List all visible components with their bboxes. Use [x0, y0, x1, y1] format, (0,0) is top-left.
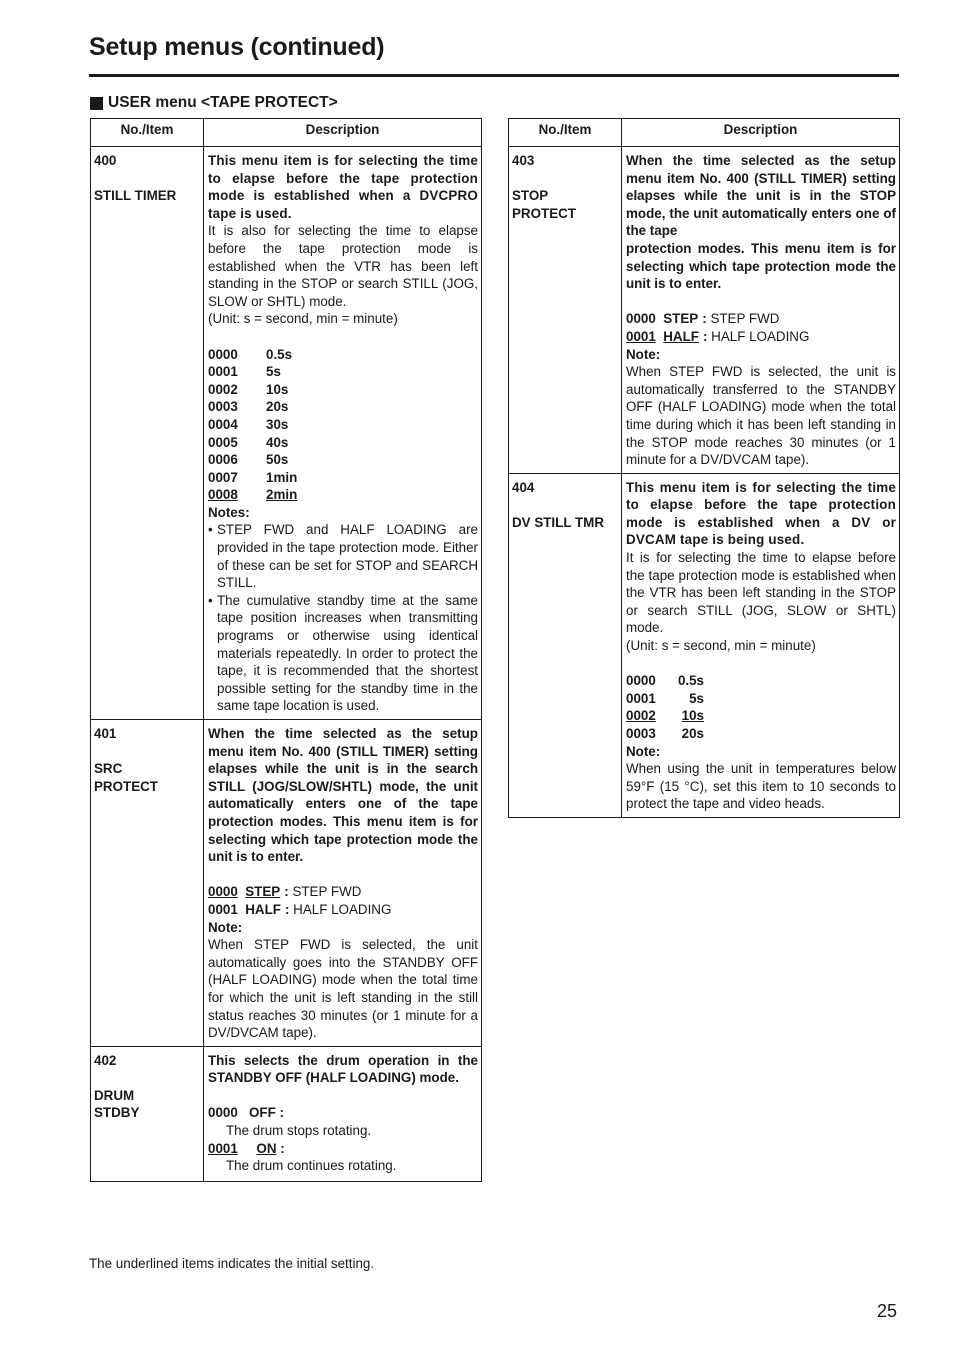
- option-value: 20s: [681, 726, 704, 741]
- left-menu-table: [90, 118, 482, 1182]
- option-code: 0002: [626, 708, 656, 724]
- option-key: HALF: [245, 901, 281, 917]
- item-402-name-line1: DRUM: [94, 1087, 135, 1103]
- table-header-row: [91, 119, 482, 147]
- option-value: 40s: [266, 434, 289, 450]
- title-rule: [89, 74, 899, 77]
- item-401-note-heading: Note:: [208, 919, 243, 935]
- option-code: 0001: [208, 1140, 238, 1156]
- table-row-403: [509, 147, 900, 474]
- option-row: [626, 310, 896, 328]
- table-row-400: [91, 147, 482, 720]
- footnote: The underlined items indicates the initial setting.: [89, 1256, 375, 1271]
- option-code: 0008: [208, 487, 238, 503]
- option-code: 0005: [208, 434, 238, 450]
- section-heading: [90, 94, 338, 112]
- option-row: [208, 434, 478, 452]
- option-code: 0007: [208, 469, 238, 485]
- item-403-name-line2: PROTECT: [512, 205, 576, 221]
- option-value: 30s: [266, 416, 289, 432]
- option-value: 2min: [266, 487, 298, 503]
- option-code: 0001: [208, 901, 238, 917]
- item-400-notes-heading: Notes:: [208, 504, 250, 520]
- option-row-default: [626, 707, 896, 725]
- option-row: [208, 346, 478, 364]
- option-code: 0000: [208, 1105, 238, 1121]
- table-row-401: [91, 720, 482, 1047]
- item-400-number: 400: [94, 153, 117, 168]
- option-key: HALF: [663, 328, 699, 344]
- option-value: STEP FWD: [710, 311, 780, 327]
- item-404-name: DV STILL TMR: [512, 514, 604, 530]
- option-colon: :: [284, 884, 289, 900]
- right-menu-table: [508, 118, 900, 818]
- option-colon: :: [702, 328, 708, 344]
- option-colon: :: [280, 1140, 285, 1156]
- option-value: HALF LOADING: [711, 328, 810, 344]
- item-404-unit: (Unit: s = second, min = minute): [626, 638, 816, 654]
- item-403-note: When STEP FWD is selected, the unit is automatically transferred to the STANDBY OFF (HALF LOADING) mode when the total time during which it has been left standing in the STOP mode reaches 30 minutes (or 1 minute for a DV/DVCAM tape).: [626, 364, 896, 468]
- item-403-name-line1: STOP: [512, 188, 549, 204]
- item-403-description: [622, 147, 900, 474]
- option-value: 0.5s: [677, 673, 704, 689]
- option-code: 0001: [626, 328, 656, 344]
- list-item: • STEP FWD and HALF LOADING are provided in the tape protection mode. Either of these can be set for STOP and SEARCH STILL.: [208, 521, 478, 591]
- item-401-name-line1: SRC: [94, 761, 123, 777]
- item-401-description: [204, 720, 482, 1047]
- item-401-number: 401: [94, 726, 117, 741]
- item-404-body: It is for selecting the time to elapse before the tape protection mode is established when the VTR has been left standing in the STOP or search STILL (JOG, SLOW or SHTL) mode.: [626, 550, 896, 636]
- option-code: 0006: [208, 452, 238, 468]
- option-row: [208, 416, 478, 434]
- item-404-note-heading: Note:: [626, 743, 661, 759]
- header-description: Description: [204, 119, 482, 147]
- option-value: 1min: [266, 469, 298, 485]
- item-404-number: 404: [512, 479, 535, 495]
- option-code: 0004: [208, 416, 238, 432]
- option-value: 5s: [266, 364, 281, 380]
- item-403-label: [509, 147, 622, 474]
- table-row-404: [509, 473, 900, 817]
- option-row: [208, 469, 478, 487]
- option-row: [208, 381, 478, 399]
- option-key: STEP: [245, 884, 281, 900]
- option-code: 0002: [208, 381, 238, 397]
- item-404-note: When using the unit in temperatures below 59°F (15 °C), set this item to 10 seconds to protect the tape and video heads.: [626, 761, 896, 812]
- option-description: The drum stops rotating.: [226, 1123, 372, 1139]
- item-402-label: [91, 1046, 204, 1181]
- option-key: ON: [256, 1140, 277, 1156]
- option-value: 50s: [266, 452, 289, 468]
- item-400-label: [91, 147, 204, 720]
- option-row-default: [208, 486, 478, 504]
- option-value: 5s: [689, 690, 704, 706]
- header-no-item: No./Item: [91, 119, 204, 147]
- option-row: [626, 672, 896, 690]
- option-row: [208, 451, 478, 469]
- option-row: [626, 725, 896, 743]
- page-number: 25: [877, 1301, 898, 1321]
- item-402-number: 402: [94, 1052, 117, 1068]
- section-heading-text: USER menu <TAPE PROTECT>: [108, 94, 338, 111]
- option-code: 0000: [626, 673, 656, 689]
- page-title: Setup menus (continued): [89, 33, 385, 61]
- header-description: Description: [622, 119, 900, 147]
- option-value: 10s: [681, 708, 704, 724]
- option-row: [208, 398, 478, 416]
- table-header-row: [509, 119, 900, 147]
- item-403-number: 403: [512, 153, 535, 168]
- option-row: [208, 901, 478, 919]
- item-404-label: [509, 473, 622, 817]
- option-value: 0.5s: [266, 346, 293, 362]
- option-code: 0000: [626, 311, 656, 327]
- item-402-name-line2: STDBY: [94, 1105, 140, 1121]
- item-404-lead: This menu item is for selecting the time to elapse before the tape protection mode is established when a DV or DVCAM tape is being used.: [626, 479, 896, 548]
- option-code: 0003: [208, 399, 238, 415]
- option-description: The drum continues rotating.: [226, 1158, 397, 1174]
- option-value: STEP FWD: [292, 884, 362, 900]
- item-403-lead-b: protection modes. This menu item is for selecting which tape protection mode the unit is to enter.: [626, 240, 896, 292]
- item-402-lead: This selects the drum operation in the STANDBY OFF (HALF LOADING) mode.: [208, 1052, 478, 1086]
- option-value: 10s: [266, 381, 289, 397]
- option-key: STEP: [663, 311, 699, 327]
- option-row: [626, 690, 896, 708]
- option-row-default: [208, 1140, 478, 1158]
- option-code: 0001: [626, 690, 656, 706]
- option-row-default: [626, 328, 896, 346]
- option-colon: :: [284, 901, 290, 917]
- item-401-name-line2: PROTECT: [94, 778, 158, 794]
- option-value: HALF LOADING: [293, 901, 392, 917]
- square-bullet-icon: [90, 97, 103, 110]
- item-400-description: [204, 147, 482, 720]
- option-colon: :: [702, 311, 707, 327]
- item-400-lead: This menu item is for selecting the time to elapse before the tape protection mode is established when a DVCPRO tape is used.: [208, 153, 478, 221]
- item-401-note: When STEP FWD is selected, the unit automatically goes into the STANDBY OFF (HALF LOADING) mode when the total time for which the unit is left standing in the still status reaches 30 minutes (or 1 minute for a DV/DVCAM tape).: [208, 937, 478, 1041]
- option-code: 0000: [208, 346, 238, 362]
- item-401-label: [91, 720, 204, 1047]
- option-row: [208, 1104, 478, 1122]
- item-403-note-heading: Note:: [626, 346, 661, 362]
- option-code: 0001: [208, 364, 238, 380]
- table-row-402: [91, 1046, 482, 1181]
- item-402-description: [204, 1046, 482, 1181]
- item-400-notes-list: [208, 521, 478, 715]
- option-colon: :: [279, 1105, 284, 1121]
- option-row-default: [208, 883, 478, 901]
- option-code: 0003: [626, 726, 656, 741]
- item-400-unit: (Unit: s = second, min = minute): [208, 311, 398, 327]
- option-key: OFF: [248, 1105, 276, 1121]
- item-400-name: STILL TIMER: [94, 188, 177, 204]
- item-400-body: It is also for selecting the time to elapse before the tape protection mode is established when the VTR has been left standing in the STOP or search STILL (JOG, SLOW or SHTL) mode.: [208, 223, 478, 309]
- header-no-item: No./Item: [509, 119, 622, 147]
- item-403-lead-a: When the time selected as the setup menu item No. 400 (STILL TIMER) setting elapses while the unit is in the STOP mode, the unit automatically enters one of the tape: [626, 153, 896, 239]
- option-code: 0000: [208, 884, 238, 900]
- option-row: [208, 363, 478, 381]
- list-item: • The cumulative standby time at the same tape position increases when transmitting programs or otherwise using identical materials repeatedly. In order to protect the tape, it is recommended that the shortest possible setting for the standby time in the same tape location is used.: [208, 592, 478, 715]
- option-value: 20s: [266, 399, 289, 415]
- item-404-description: [622, 473, 900, 817]
- item-401-lead: When the time selected as the setup menu item No. 400 (STILL TIMER) setting elapses while the unit is in the search STILL (JOG/SLOW/SHTL) mode, the unit automatically enters one of the tape protection modes. This menu item is for selecting which tape protection mode the unit is to enter.: [208, 726, 478, 865]
